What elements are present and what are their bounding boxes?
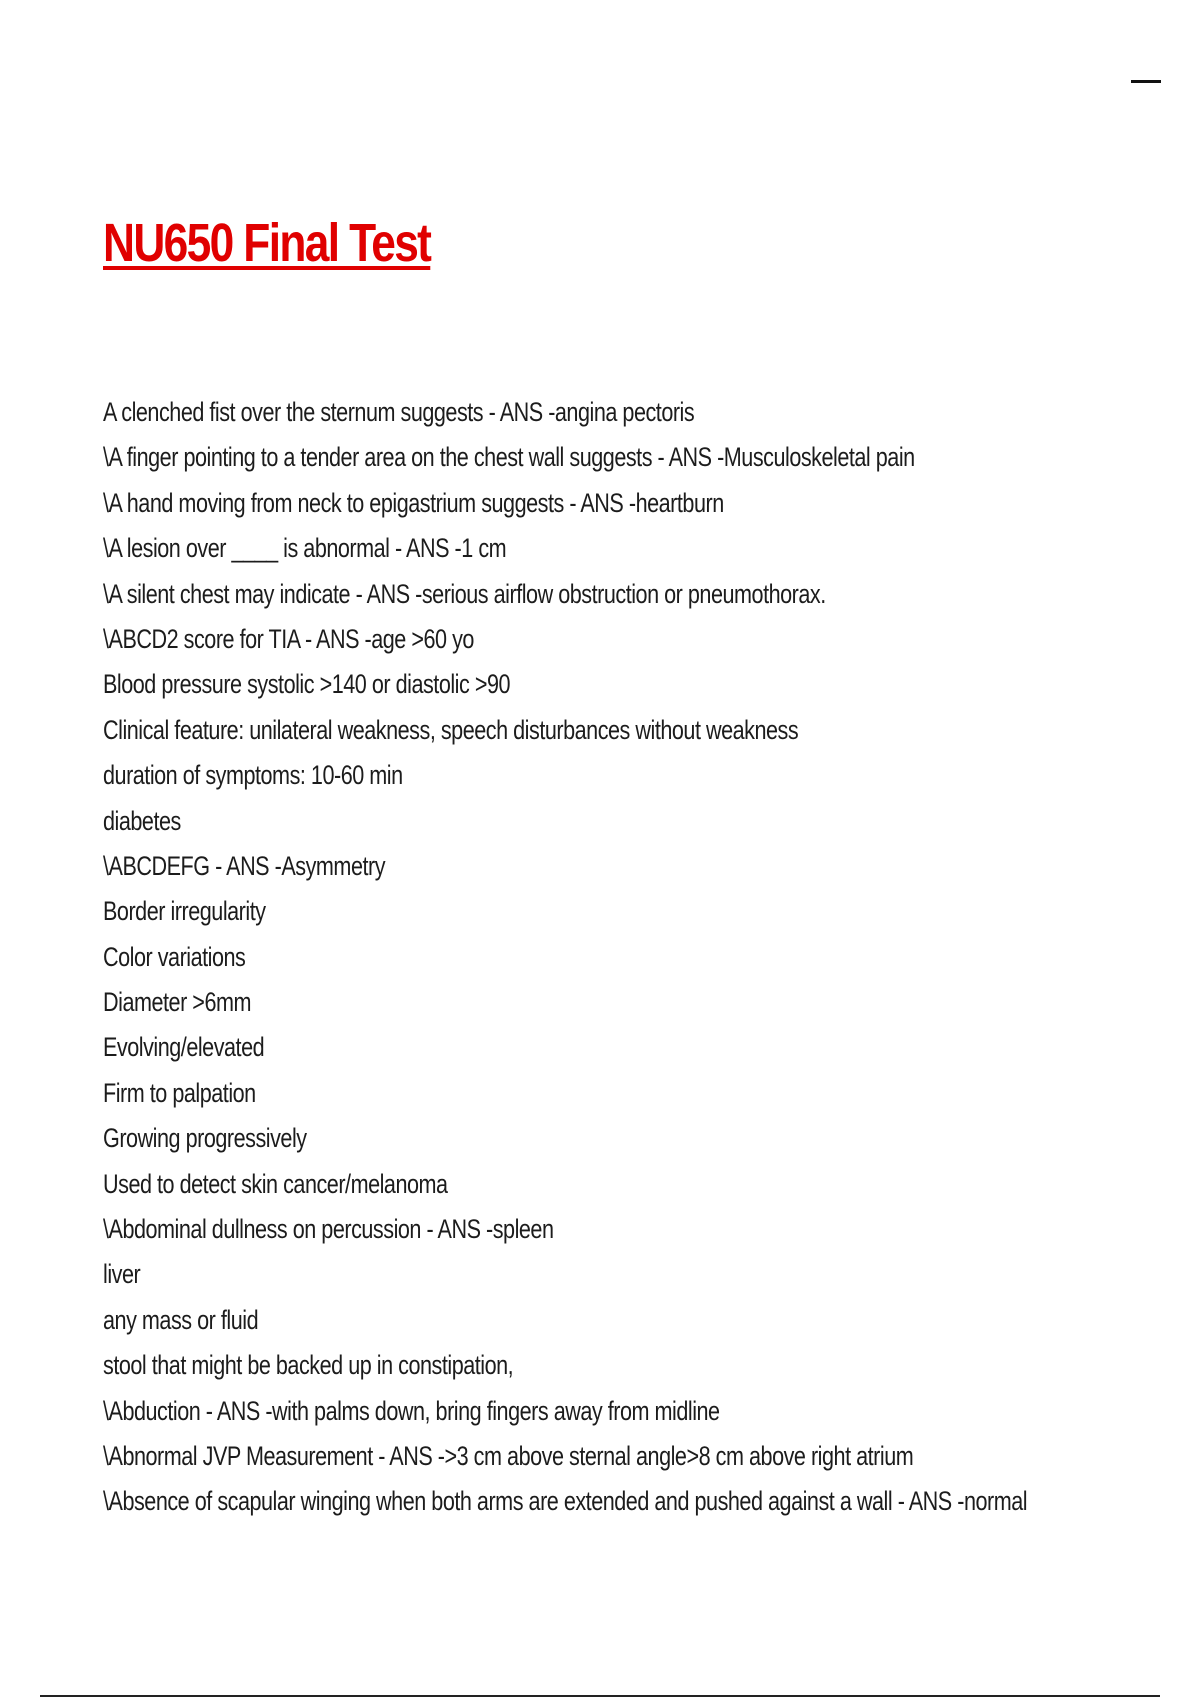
flashcard-line: Border irregularity [103,896,266,927]
flashcard-line: \A finger pointing to a tender area on the chest wall suggests - ANS -Musculoskeletal pain [103,442,915,473]
flashcard-list [103,390,1200,1525]
flashcard-line: Color variations [103,941,246,972]
flashcard-line: \Abduction - ANS -with palms down, bring fingers away from midline [103,1395,720,1426]
flashcard-line: diabetes [103,805,181,836]
flashcard-line: Firm to palpation [103,1077,256,1108]
flashcard-line: Diameter >6mm [103,987,251,1018]
flashcard-line: \Abnormal JVP Measurement - ANS ->3 cm above sternal angle>8 cm above right atrium [103,1440,914,1471]
flashcard-line: A clenched fist over the sternum suggests - ANS -angina pectoris [103,397,695,427]
flashcard-line: \Abdominal dullness on percussion - ANS -spleen [103,1214,554,1245]
flashcard-line: Growing progressively [103,1123,307,1154]
flashcard-line: duration of symptoms: 10-60 min [103,760,403,791]
flashcard-line: liver [103,1259,141,1290]
flashcard-line: Blood pressure systolic >140 or diastolic >90 [103,669,511,700]
top-dash-mark [1131,80,1161,83]
page-title: NU650 Final Test [103,213,431,273]
flashcard-line: \A lesion over ____ is abnormal - ANS -1 cm [103,533,507,564]
flashcard-line: \Absence of scapular winging when both arms are extended and pushed against a wall - ANS -normal [103,1486,1028,1517]
bottom-divider [40,1695,1160,1697]
flashcard-line: Used to detect skin cancer/melanoma [103,1168,448,1199]
flashcard-line: \ABCD2 score for TIA - ANS -age >60 yo [103,623,474,654]
flashcard-line: \A silent chest may indicate - ANS -serious airflow obstruction or pneumothorax. [103,578,826,609]
flashcard-line: Clinical feature: unilateral weakness, speech disturbances without weakness [103,714,799,745]
flashcard-line: \ABCDEFG - ANS -Asymmetry [103,850,386,881]
flashcard-line: stool that might be backed up in constipation, [103,1350,514,1381]
flashcard-line: Evolving/elevated [103,1032,265,1063]
flashcard-line: any mass or fluid [103,1304,259,1335]
flashcard-line: \A hand moving from neck to epigastrium suggests - ANS -heartburn [103,487,724,518]
